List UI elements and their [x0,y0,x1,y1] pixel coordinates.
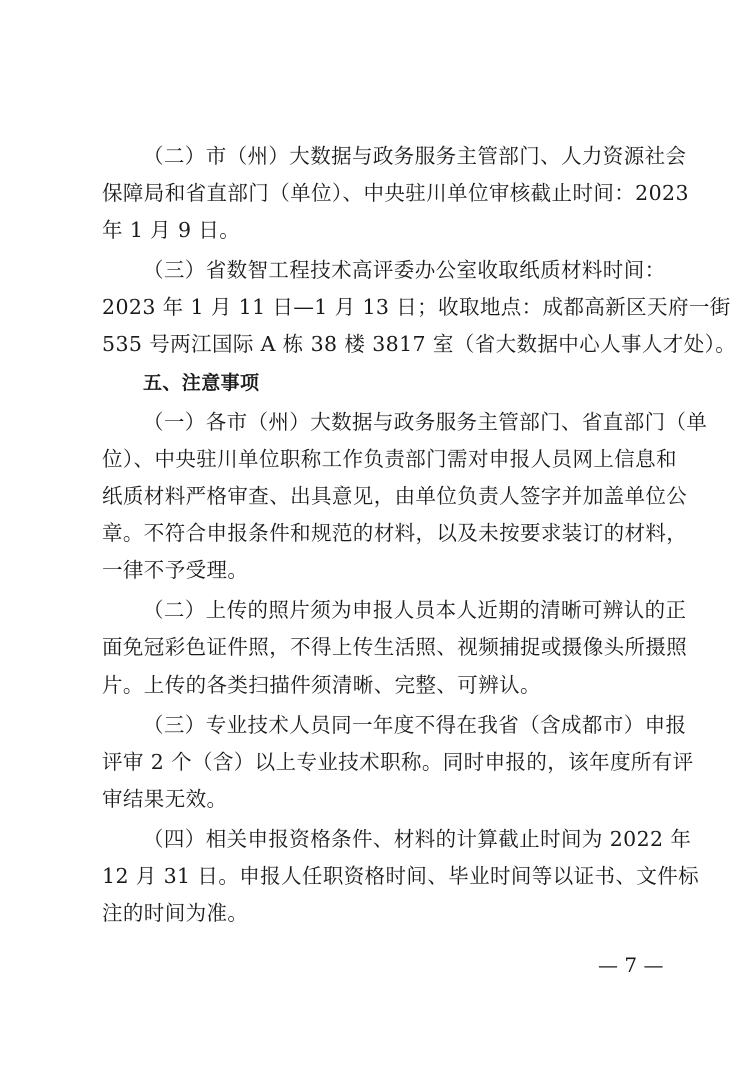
notice-1-line-4: 章。不符合申报条件和规范的材料，以及未按要求装订的材料， [102,521,688,545]
notice-4-line-1: （四）相关申报资格条件、材料的计算截止时间为 2022 年 [143,827,692,851]
paragraph-2-line-3: 年 1 月 9 日。 [102,218,241,242]
notice-1-line-2: 位）、中央驻川单位职称工作负责部门需对申报人员网上信息和 [102,447,677,471]
page-number: — 7 — [598,953,664,977]
paragraph-3-line-3: 535 号两江国际 A 栋 38 楼 3817 室（省大数据中心人事人才处）。 [102,332,737,356]
paragraph-3-line-1: （三）省数智工程技术高评委办公室收取纸质材料时间： [143,258,666,282]
notice-4-line-3: 注的时间为准。 [102,901,249,925]
notice-2-line-1: （二）上传的照片须为申报人员本人近期的清晰可辨认的正 [143,598,687,622]
paragraph-2-line-1: （二）市（州）大数据与政务服务主管部门、人力资源社会 [143,144,687,168]
notice-3-line-1: （三）专业技术人员同一年度不得在我省（含成都市）申报 [143,713,687,737]
notice-2-line-3: 片。上传的各类扫描件须清晰、完整、可辨认。 [102,673,541,697]
notice-4-line-2: 12 月 31 日。申报人任职资格时间、毕业时间等以证书、文件标 [102,864,700,888]
notice-1-line-5: 一律不予受理。 [102,558,249,582]
section-heading-notes: 五、注意事项 [143,372,260,394]
notice-1-line-3: 纸质材料严格审查、出具意见，由单位负责人签字并加盖单位公 [102,484,688,508]
notice-2-line-2: 面免冠彩色证件照，不得上传生活照、视频捕捉或摄像头所摄照 [102,635,688,659]
paragraph-3-line-2: 2023 年 1 月 11 日—1 月 13 日；收取地点：成都高新区天府一街 [102,295,731,319]
notice-3-line-3: 审结果无效。 [102,787,228,811]
notice-1-line-1: （一）各市（州）大数据与政务服务主管部门、省直部门（单 [143,410,708,434]
paragraph-2-line-2: 保障局和省直部门（单位）、中央驻川单位审核截止时间：2023 [102,181,689,205]
notice-3-line-2: 评审 2 个（含）以上专业技术职称。同时申报的，该年度所有评 [102,750,694,774]
